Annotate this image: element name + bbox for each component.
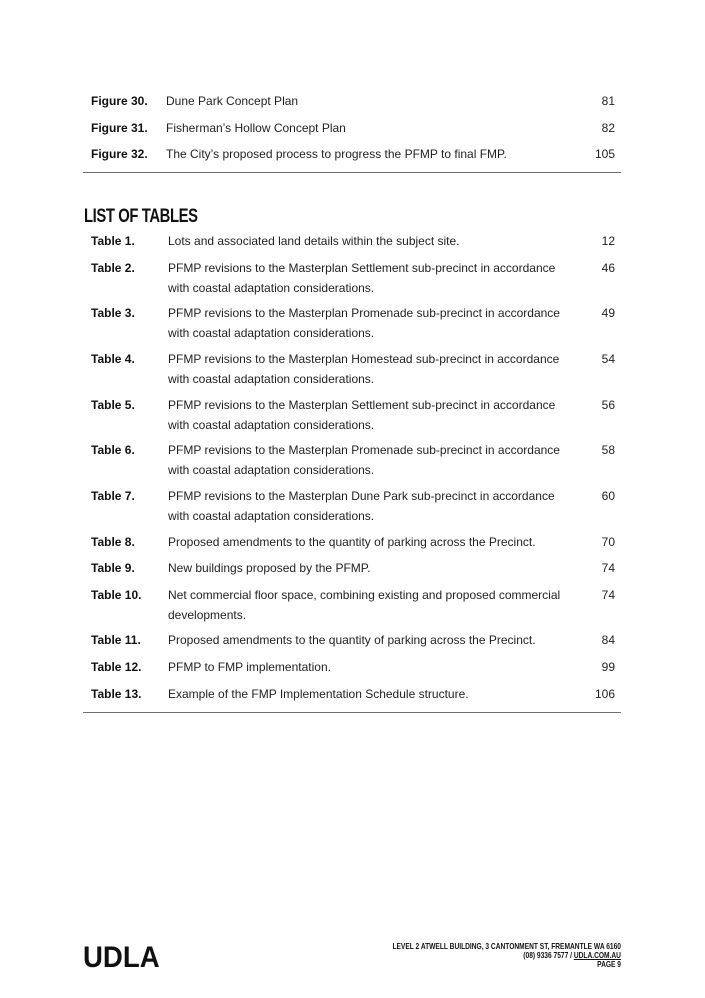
table-page-number: 49	[601, 306, 615, 320]
table-page-number: 58	[601, 443, 615, 457]
table-title: Net commercial floor space, combining existing and proposed commercial developments.	[168, 588, 561, 622]
table-label: Table 11.	[91, 633, 141, 647]
table-title: PFMP revisions to the Masterplan Settlement sub-precinct in accordance with coastal adaptation considerations.	[168, 398, 556, 432]
figure-title: The City’s proposed process to progress the PFMP to final FMP.	[166, 147, 507, 161]
table-title: Lots and associated land details within the subject site.	[168, 234, 460, 248]
table-page-number: 106	[594, 687, 615, 701]
footer-page-number: PAGE 9	[597, 959, 621, 969]
footer-address: LEVEL 2 ATWELL BUILDING, 3 CANTONMENT ST, FREMANTLE WA 6160	[392, 941, 621, 951]
figure-page-number: 105	[594, 147, 615, 161]
section-divider	[83, 712, 621, 713]
table-label: Table 7.	[91, 489, 135, 503]
section-divider	[83, 172, 621, 173]
table-title: Example of the FMP Implementation Schedule structure.	[168, 687, 469, 701]
table-title: PFMP revisions to the Masterplan Promenade sub-precinct in accordance with coastal adaptation considerations.	[168, 306, 560, 340]
table-title: Proposed amendments to the quantity of parking across the Precinct.	[168, 633, 536, 647]
table-label: Table 12.	[91, 660, 142, 674]
table-title: PFMP revisions to the Masterplan Dune Park sub-precinct in accordance with coastal adaptation considerations.	[168, 489, 555, 523]
figure-label: Figure 31.	[91, 121, 148, 135]
table-label: Table 2.	[91, 261, 135, 275]
table-page-number: 74	[601, 561, 615, 575]
figure-label: Figure 32.	[91, 147, 148, 161]
table-page-number: 84	[601, 633, 615, 647]
table-label: Table 9.	[91, 561, 135, 575]
page-footer	[392, 942, 621, 969]
figure-title: Dune Park Concept Plan	[166, 94, 299, 108]
table-title: Proposed amendments to the quantity of parking across the Precinct.	[168, 535, 536, 549]
table-page-number: 74	[601, 588, 615, 602]
table-title: New buildings proposed by the PFMP.	[168, 561, 371, 575]
footer-website-link[interactable]: UDLA.COM.AU	[573, 950, 621, 960]
table-label: Table 13.	[91, 687, 142, 701]
table-label: Table 6.	[91, 443, 135, 457]
footer-contact	[392, 951, 621, 960]
table-page-number: 54	[601, 352, 615, 366]
table-title: PFMP revisions to the Masterplan Homestead sub-precinct in accordance with coastal adaptation considerations.	[168, 352, 560, 386]
table-page-number: 99	[601, 660, 615, 674]
footer-phone: (08) 9336 7577	[523, 950, 569, 960]
figure-label: Figure 30.	[91, 94, 148, 108]
footer-separator: /	[568, 950, 574, 960]
table-label: Table 10.	[91, 588, 142, 602]
figure-page-number: 82	[601, 121, 615, 135]
table-page-number: 46	[601, 261, 615, 275]
table-label: Table 1.	[91, 234, 135, 248]
table-title: PFMP revisions to the Masterplan Settlement sub-precinct in accordance with coastal adaptation considerations.	[168, 261, 556, 295]
table-label: Table 5.	[91, 398, 135, 412]
table-label: Table 3.	[91, 306, 135, 320]
table-page-number: 56	[601, 398, 615, 412]
figure-page-number: 81	[601, 94, 615, 108]
table-title: PFMP to FMP implementation.	[168, 660, 331, 674]
table-page-number: 60	[601, 489, 615, 503]
udla-logo: UDLA	[83, 941, 160, 974]
table-page-number: 70	[601, 535, 615, 549]
table-label: Table 4.	[91, 352, 135, 366]
figure-title: Fisherman’s Hollow Concept Plan	[166, 121, 346, 135]
table-title: PFMP revisions to the Masterplan Promenade sub-precinct in accordance with coastal adaptation considerations.	[168, 443, 560, 477]
list-of-tables-heading: LIST OF TABLES	[84, 206, 198, 227]
table-page-number: 12	[601, 234, 615, 248]
table-label: Table 8.	[91, 535, 135, 549]
